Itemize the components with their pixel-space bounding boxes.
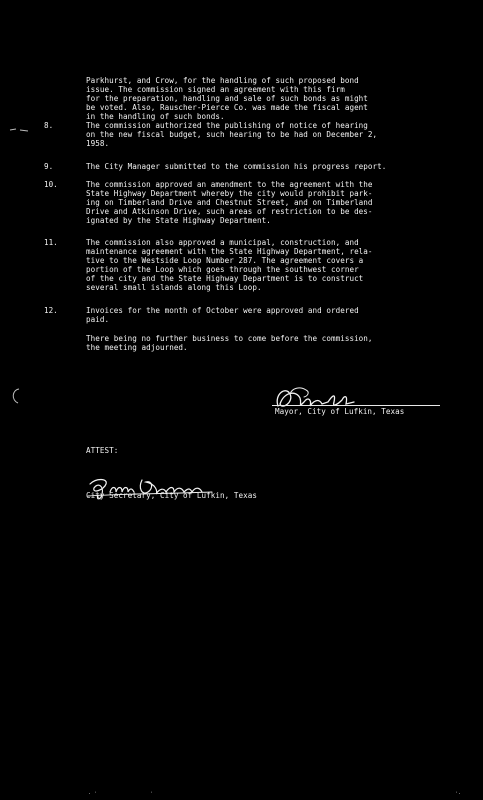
item-line: The commission approved an amendment to the agreement with the bbox=[86, 180, 373, 189]
item-line: The City Manager submitted to the commission his progress report. bbox=[86, 162, 387, 171]
intro-line: be voted. Also, Rauscher-Pierce Co. was made the fiscal agent bbox=[86, 103, 368, 112]
item-number: 11. bbox=[44, 238, 58, 247]
item-line: tive to the Westside Loop Number 287. The agreement covers a bbox=[86, 256, 364, 265]
item-line: State Highway Department whereby the city would prohibit park- bbox=[86, 189, 373, 198]
closing-line: the meeting adjourned. bbox=[86, 343, 188, 352]
intro-line: in the handling of such bonds. bbox=[86, 112, 225, 121]
item-line: 1958. bbox=[86, 139, 110, 148]
closing-line: There being no further business to come before the commission, bbox=[86, 334, 373, 343]
item-line: of the city and the State Highway Department is to construct bbox=[86, 274, 364, 283]
item-number: 9. bbox=[44, 162, 54, 171]
item-line: portion of the Loop which goes through the southwest corner bbox=[86, 265, 359, 274]
punch-hole-mark bbox=[8, 386, 22, 406]
item-line: ing on Timberland Drive and Chestnut Street, and on Timberland bbox=[86, 198, 373, 207]
intro-line: for the preparation, handling and sale of such bonds as might bbox=[86, 94, 368, 103]
mayor-title: Mayor, City of Lufkin, Texas bbox=[275, 407, 405, 416]
item-line: The commission also approved a municipal, construction, and bbox=[86, 238, 359, 247]
item-line: on the new fiscal budget, such hearing to be had on December 2, bbox=[86, 130, 378, 139]
intro-line: Parkhurst, and Crow, for the handling of such proposed bond bbox=[86, 76, 359, 85]
item-line: maintenance agreement with the State Highway Department, rela- bbox=[86, 247, 373, 256]
mayor-signature-line bbox=[272, 405, 440, 406]
intro-line: issue. The commission signed an agreement with this firm bbox=[86, 85, 345, 94]
item-number: 10. bbox=[44, 180, 58, 189]
item-line: ignated by the State Highway Department. bbox=[86, 216, 271, 225]
item-line: The commission authorized the publishing of notice of hearing bbox=[86, 121, 368, 130]
scan-speck: . · bbox=[88, 790, 98, 796]
scan-speck: ·. bbox=[455, 790, 462, 796]
item-line: Drive and Atkinson Drive, such areas of restriction to be des- bbox=[86, 207, 373, 216]
scan-speck: · bbox=[150, 790, 154, 796]
item-line: several small islands along this Loop. bbox=[86, 283, 262, 292]
attest-label: ATTEST: bbox=[86, 446, 119, 455]
item-line: Invoices for the month of October were approved and ordered bbox=[86, 306, 359, 315]
city-secretary-title: City Secretary, City of Lufkin, Texas bbox=[86, 491, 258, 500]
item-line: paid. bbox=[86, 315, 110, 324]
scan-mark bbox=[8, 126, 32, 134]
item-number: 12. bbox=[44, 306, 58, 315]
city-secretary-signature bbox=[86, 470, 216, 506]
item-number: 8. bbox=[44, 121, 54, 130]
